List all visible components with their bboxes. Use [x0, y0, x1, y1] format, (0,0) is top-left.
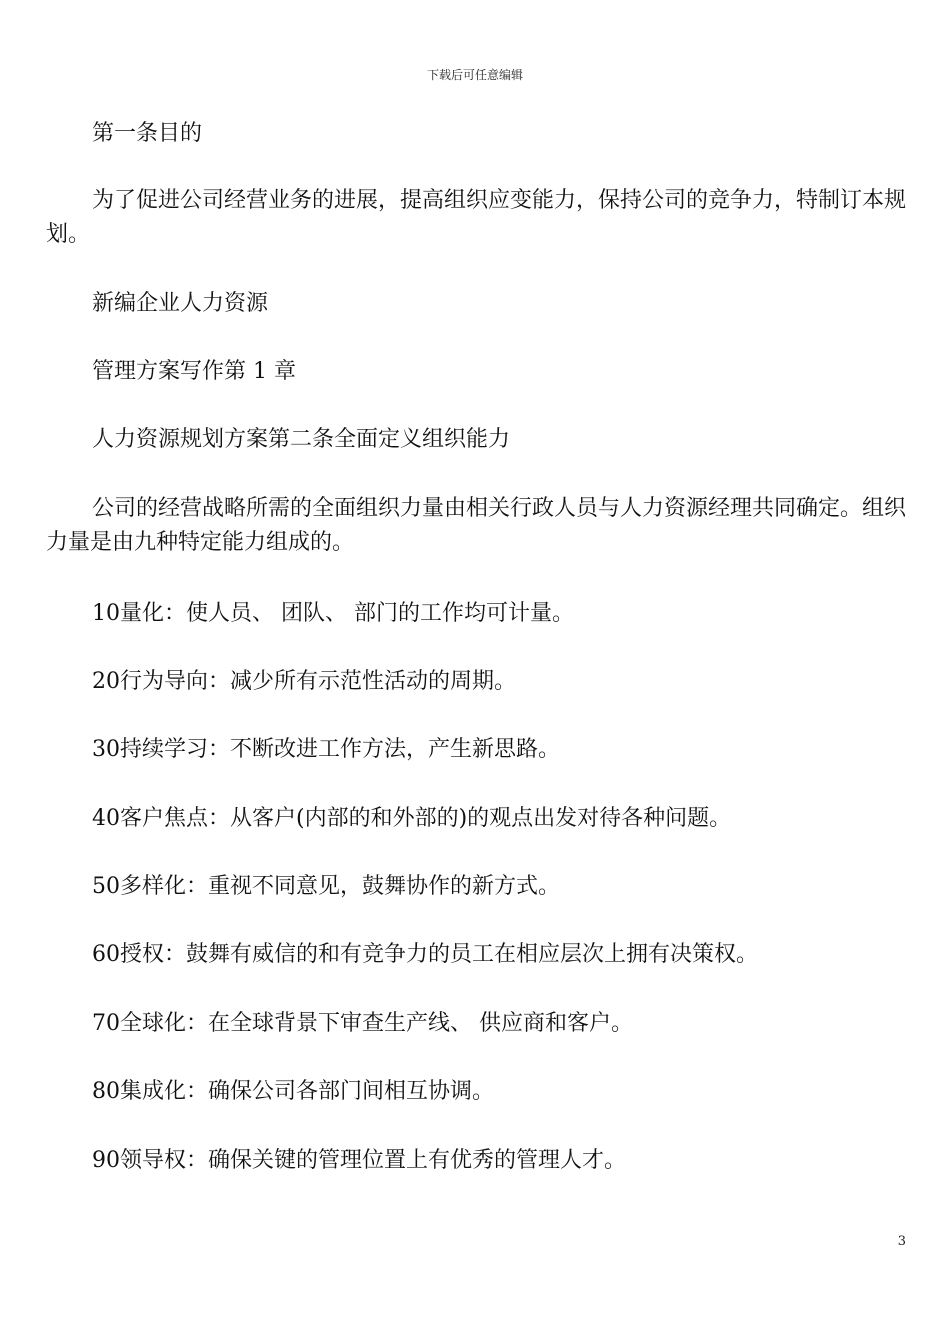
section-heading: 新编企业人力资源	[92, 291, 269, 316]
list-item: 30持续学习：不断改进工作方法，产生新思路。	[92, 737, 560, 762]
body-paragraph: 公司的经营战略所需的全面组织力量由相关行政人员与人力资源经理共同确定。组织力量是由九种特定能力组成的。	[46, 496, 907, 555]
list-item: 40客户焦点：从客户(内部的和外部的)的观点出发对待各种问题。	[92, 806, 732, 831]
page-number: 3	[897, 1234, 906, 1249]
section-heading: 人力资源规划方案第二条全面定义组织能力	[92, 427, 511, 452]
list-item: 90领导权：确保关键的管理位置上有优秀的管理人才。	[92, 1148, 626, 1173]
list-item: 70全球化：在全球背景下审查生产线、 供应商和客户。	[92, 1011, 633, 1036]
body-paragraph: 为了促进公司经营业务的进展，提高组织应变能力，保持公司的竞争力，特制订本规划。	[46, 188, 907, 247]
page-header: 下载后可任意编辑	[426, 68, 523, 82]
section-heading: 管理方案写作第 1 章	[92, 359, 296, 384]
list-item: 60授权：鼓舞有威信的和有竞争力的员工在相应层次上拥有决策权。	[92, 942, 758, 967]
list-item: 80集成化：确保公司各部门间相互协调。	[92, 1079, 494, 1104]
list-item: 50多样化：重视不同意见，鼓舞协作的新方式。	[92, 874, 560, 899]
section-heading: 第一条目的	[92, 121, 203, 146]
list-item: 10量化：使人员、 团队、 部门的工作均可计量。	[92, 601, 574, 626]
list-item: 20行为导向：减少所有示范性活动的周期。	[92, 669, 516, 694]
